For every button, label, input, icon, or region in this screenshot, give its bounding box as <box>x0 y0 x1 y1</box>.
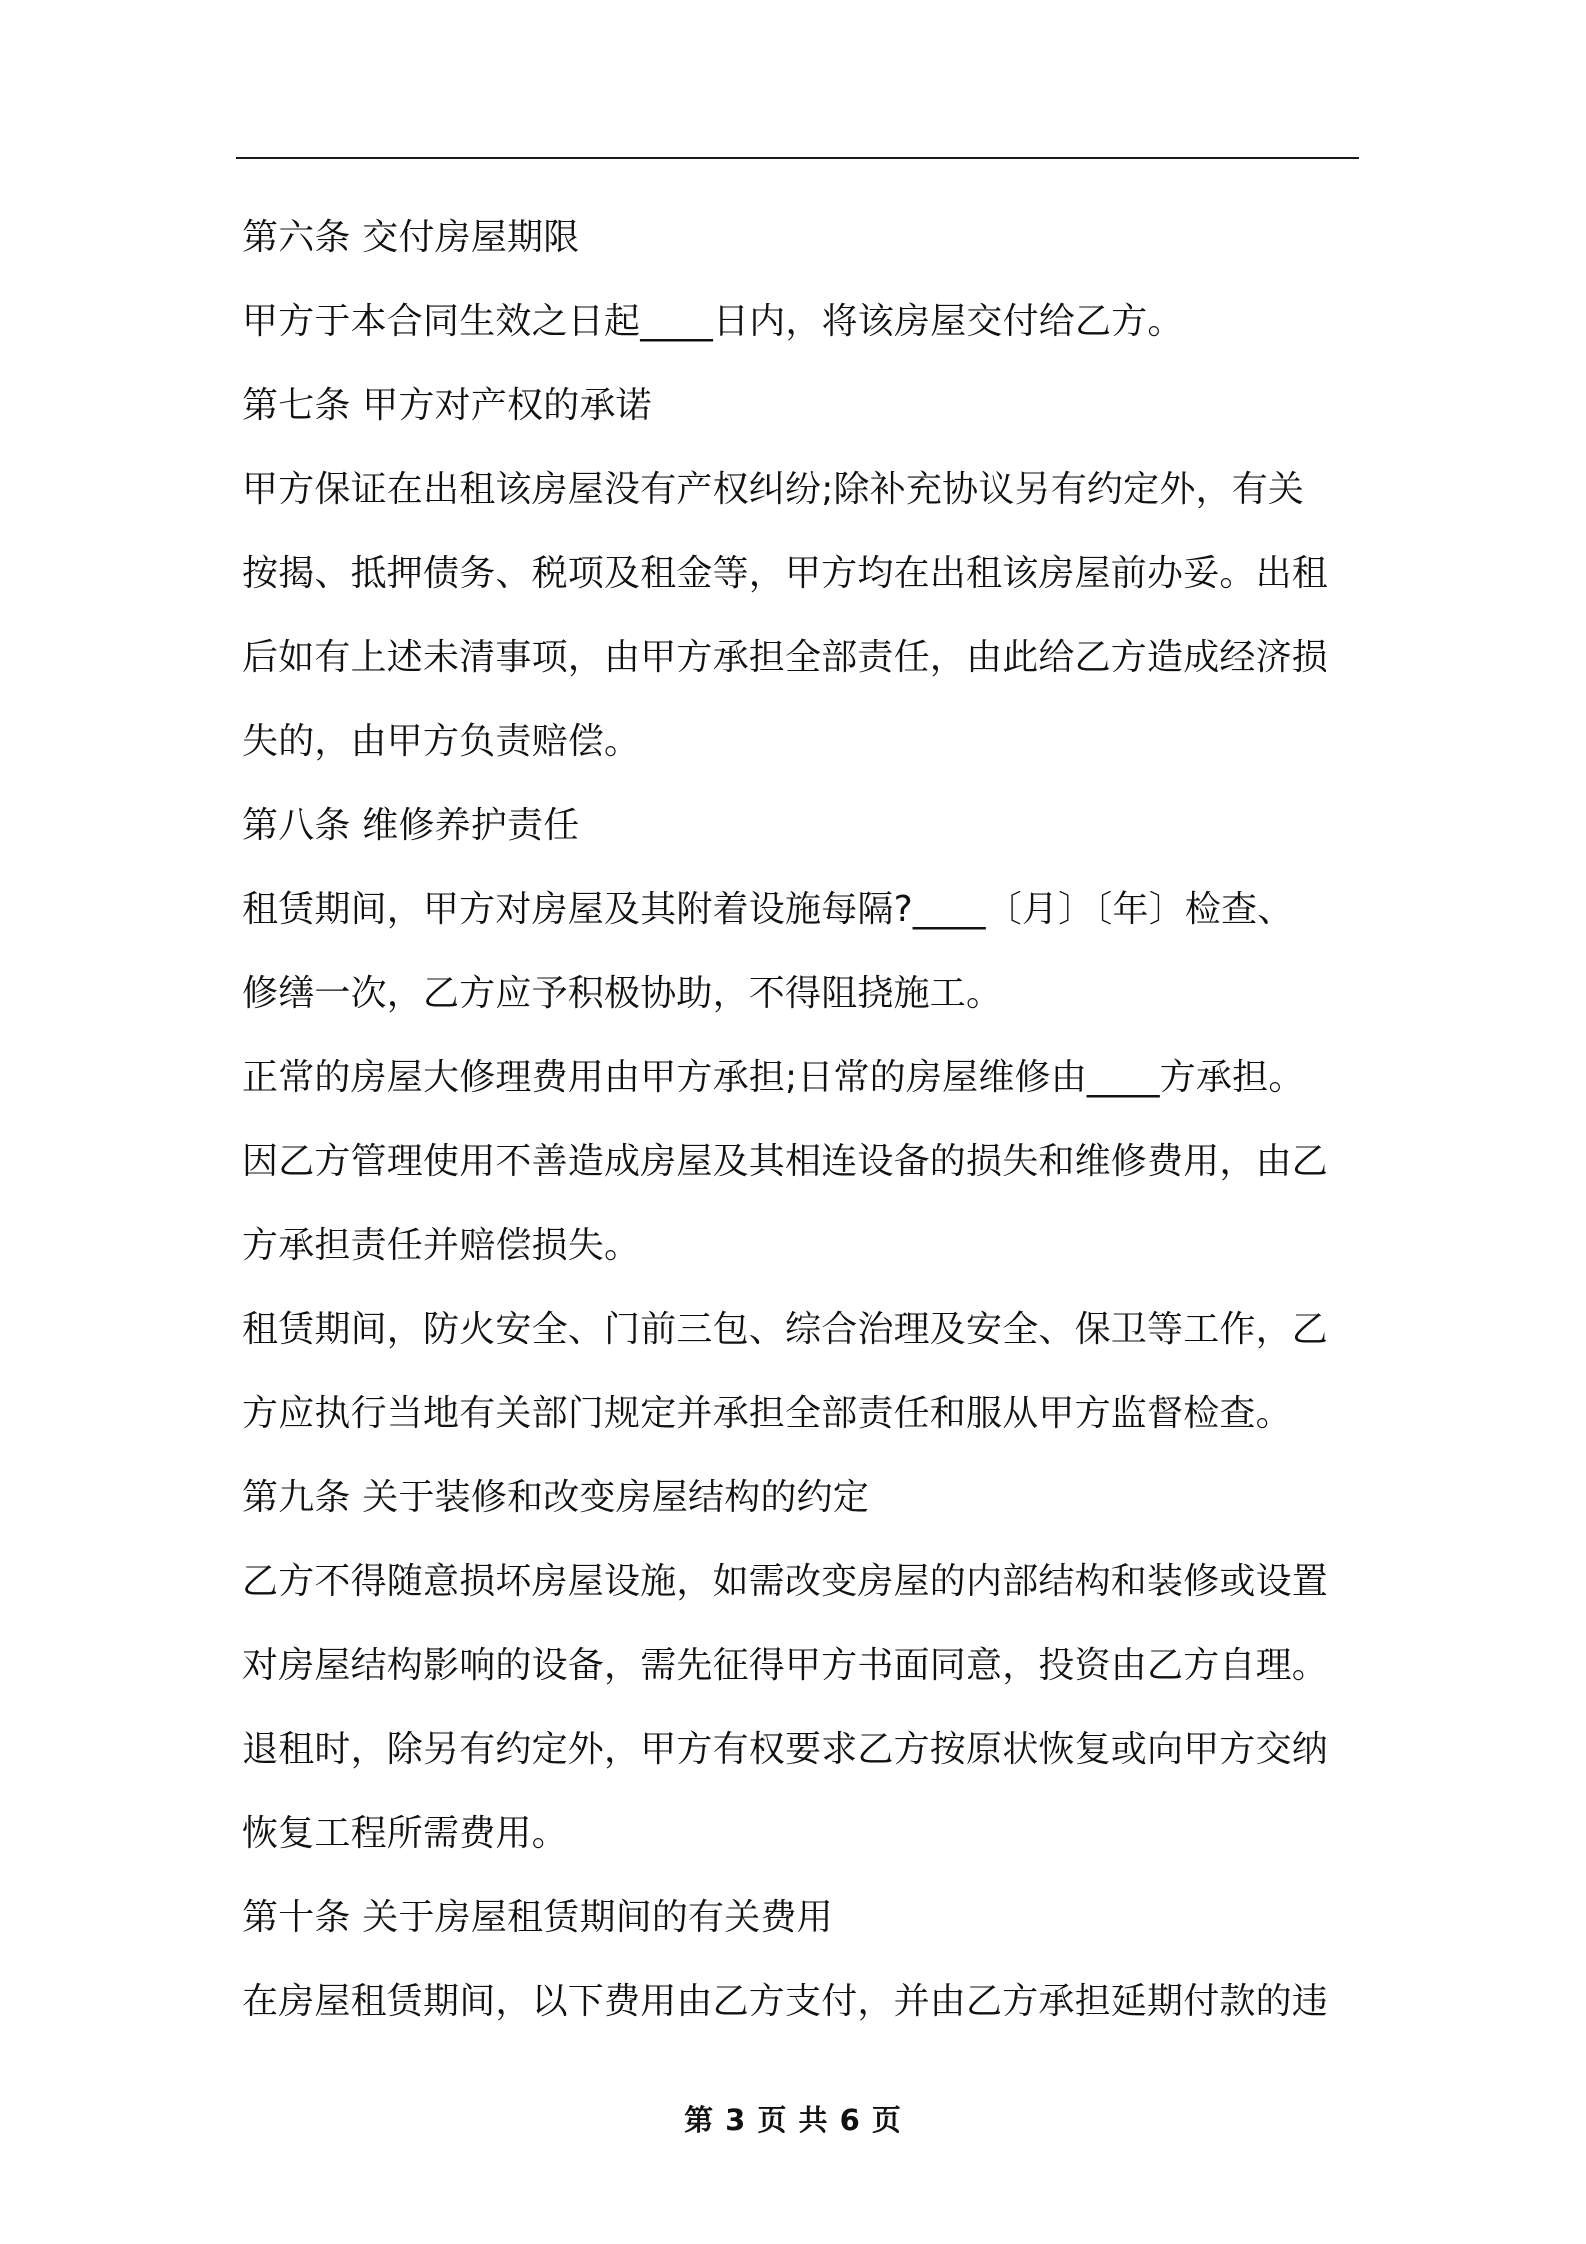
text-line: 退租时，除另有约定外，甲方有权要求乙方按原状恢复或向甲方交纳 <box>242 1729 1329 1770</box>
article-10-heading: 第十条 关于房屋租赁期间的有关费用 <box>242 1897 833 1938</box>
text-line: 甲方于本合同生效之日起____日内，将该房屋交付给乙方。 <box>242 301 1184 342</box>
article-7-heading: 第七条 甲方对产权的承诺 <box>242 385 652 426</box>
text-line: 后如有上述未清事项，由甲方承担全部责任，由此给乙方造成经济损 <box>242 637 1329 678</box>
text-line: 方应执行当地有关部门规定并承担全部责任和服从甲方监督检查。 <box>242 1393 1292 1434</box>
text-line: 正常的房屋大修理费用由甲方承担;日常的房屋维修由____方承担。 <box>242 1057 1305 1098</box>
article-8-heading: 第八条 维修养护责任 <box>242 805 580 846</box>
page-number: 第 3 页 共 6 页 <box>684 2103 902 2137</box>
document-body <box>242 196 1359 2044</box>
header-rule <box>236 157 1359 159</box>
text-line: 对房屋结构影响的设备，需先征得甲方书面同意，投资由乙方自理。 <box>242 1645 1329 1686</box>
text-line: 按揭、抵押债务、税项及租金等，甲方均在出租该房屋前办妥。出租 <box>242 553 1329 594</box>
text-line: 租赁期间，防火安全、门前三包、综合治理及安全、保卫等工作，乙 <box>242 1309 1329 1350</box>
text-line: 失的，由甲方负责赔偿。 <box>242 721 641 762</box>
text-line: 在房屋租赁期间，以下费用由乙方支付，并由乙方承担延期付款的违 <box>242 1981 1329 2022</box>
article-6-heading: 第六条 交付房屋期限 <box>242 217 580 258</box>
text-line: 乙方不得随意损坏房屋设施，如需改变房屋的内部结构和装修或设置 <box>242 1561 1329 1602</box>
text-line: 修缮一次，乙方应予积极协助，不得阻挠施工。 <box>242 973 1003 1014</box>
text-line: 甲方保证在出租该房屋没有产权纠纷;除补充协议另有约定外，有关 <box>242 469 1305 510</box>
article-9-heading: 第九条 关于装修和改变房屋结构的约定 <box>242 1477 870 1518</box>
text-line: 恢复工程所需费用。 <box>242 1813 568 1854</box>
text-line: 租赁期间，甲方对房屋及其附着设施每隔?____〔月〕〔年〕检查、 <box>242 889 1294 930</box>
text-line: 方承担责任并赔偿损失。 <box>242 1225 641 1266</box>
text-line: 因乙方管理使用不善造成房屋及其相连设备的损失和维修费用，由乙 <box>242 1141 1329 1182</box>
